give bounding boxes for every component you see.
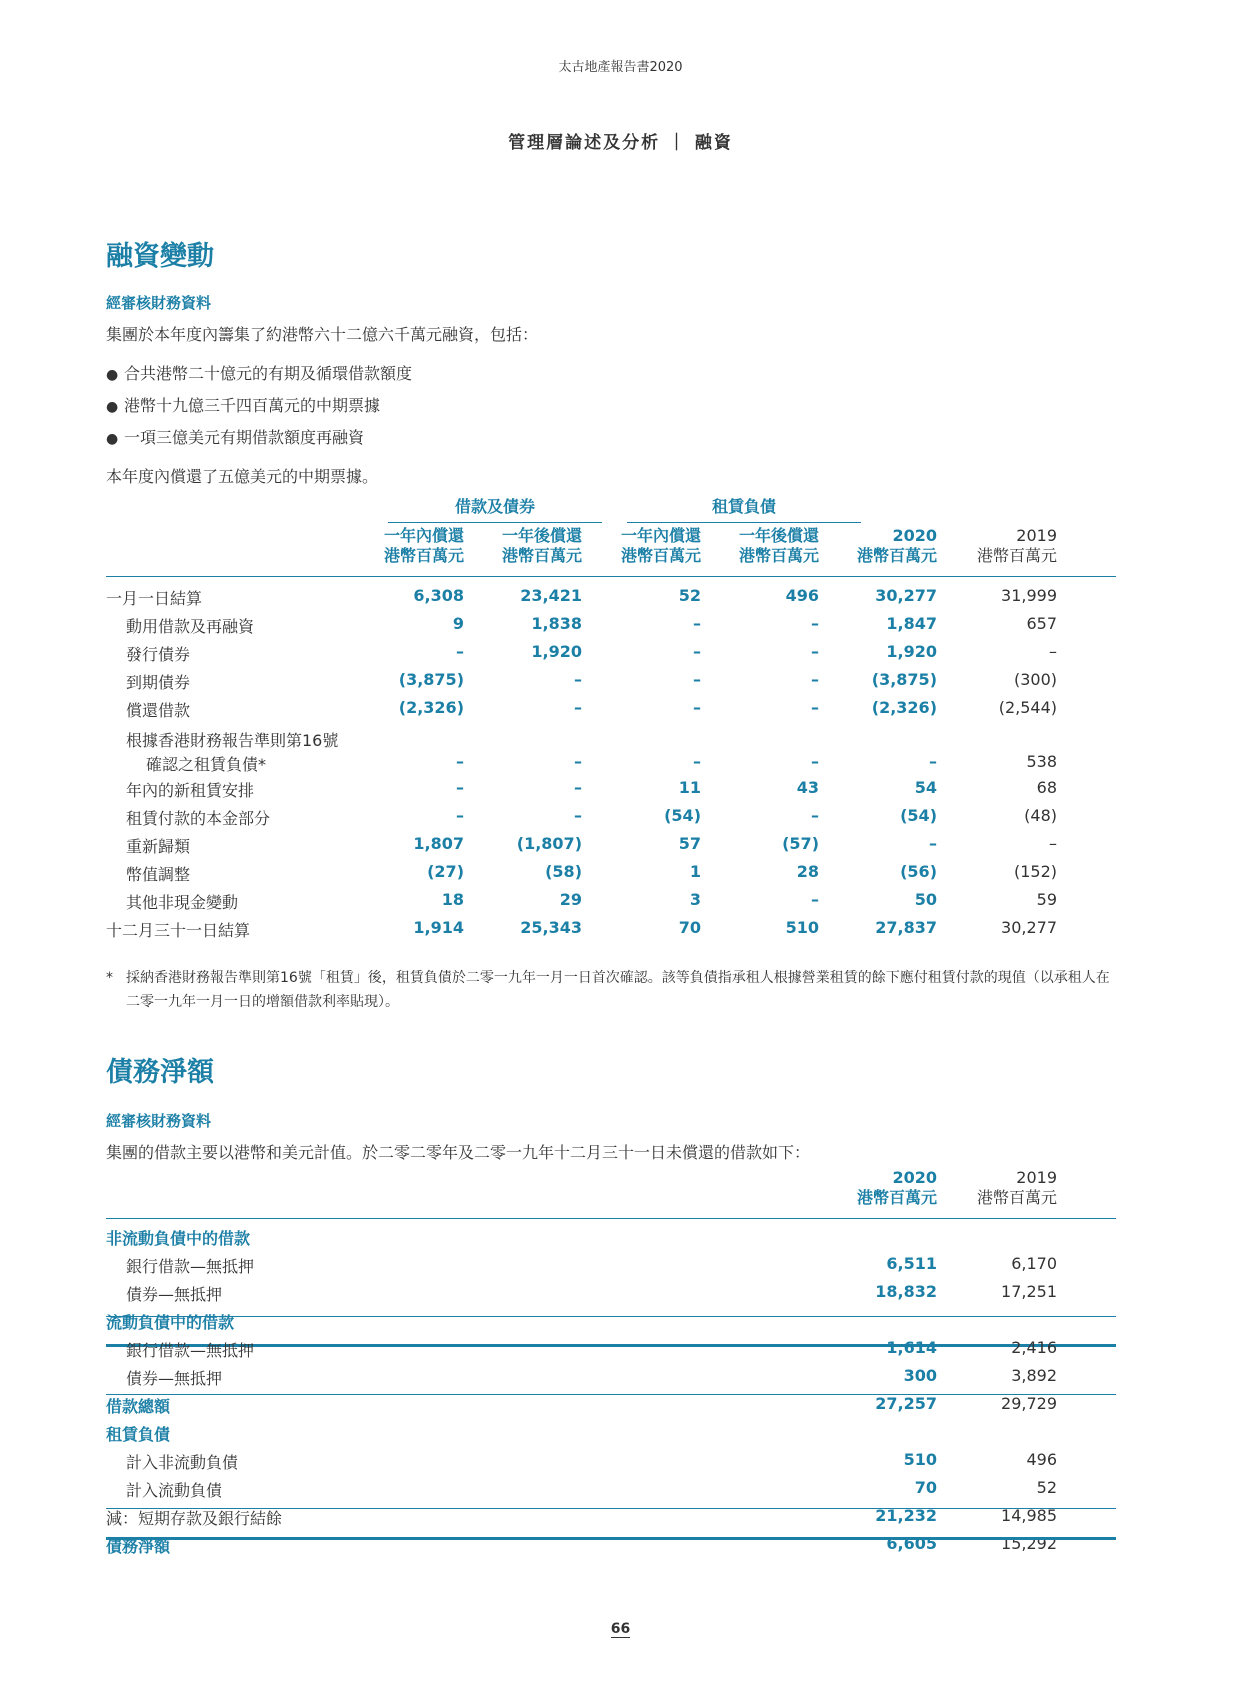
row-label: 租賃付款的本金部分 <box>126 809 271 828</box>
cell-value: (58) <box>545 862 582 881</box>
col-header: 一年後償還 港幣百萬元 <box>501 526 582 565</box>
row-label: 債券—無抵押 <box>126 1285 223 1304</box>
row-label: 年內的新租賃安排 <box>126 781 255 800</box>
cell-value: (57) <box>782 834 819 853</box>
cell-value: 2,416 <box>1011 1338 1057 1357</box>
col-header: 一年內償還 港幣百萬元 <box>383 526 464 565</box>
cell-value: 18,832 <box>875 1282 937 1301</box>
financing-intro: 集團於本年度內籌集了約港幣六十二億六千萬元融資，包括： <box>106 325 539 344</box>
row-label: 銀行借款—無抵押 <box>126 1257 255 1276</box>
cell-value: 1,838 <box>531 614 582 633</box>
row-label: 根據香港財務報告準則第16號 <box>126 731 339 750</box>
cell-value: 29 <box>559 890 582 909</box>
row-label: 動用借款及再融資 <box>126 617 255 636</box>
cell-value: 52 <box>1036 1478 1057 1497</box>
cell-value: – <box>811 890 819 909</box>
row-label: 流動負債中的借款 <box>106 1313 235 1332</box>
cell-value: 6,170 <box>1011 1254 1057 1273</box>
cell-value: – <box>1049 834 1057 853</box>
cell-value: 1 <box>689 862 701 881</box>
cell-value: – <box>693 670 701 689</box>
bullet-item: ● 一項三億美元有期借款額度再融資 <box>106 422 412 454</box>
cell-value: 30,277 <box>1001 918 1057 937</box>
cell-value: – <box>811 806 819 825</box>
row-label: 計入流動負債 <box>126 1481 223 1500</box>
cell-value: 43 <box>796 778 819 797</box>
row-label: 非流動負債中的借款 <box>106 1229 251 1248</box>
footnote: * 採納香港財務報告準則第16號「租賃」後，租賃負債於二零一九年一月一日首次確認。該等負債指承租人根據營業租賃的餘下應付租賃付款的現值（以承租人在二零一九年一月一日的增額借款利率貼現）。 <box>106 970 1110 1010</box>
financing-subheading: 經審核財務資料 <box>106 294 212 312</box>
cell-value: (27) <box>427 862 464 881</box>
bullet-item: ● 合共港幣二十億元的有期及循環借款額度 <box>106 358 412 390</box>
cell-value: (152) <box>1013 862 1057 881</box>
cell-value: – <box>574 698 582 717</box>
cell-value: (54) <box>900 806 937 825</box>
row-label: 債務淨額 <box>106 1537 171 1556</box>
cell-value: 54 <box>914 778 937 797</box>
cell-value: 11 <box>678 778 701 797</box>
col-header: 2019 港幣百萬元 <box>976 1168 1057 1207</box>
bullet-item: ● 港幣十九億三千四百萬元的中期票據 <box>106 390 412 422</box>
cell-value: 1,807 <box>413 834 464 853</box>
cell-value: 6,308 <box>413 586 464 605</box>
cell-value: 52 <box>678 586 701 605</box>
cell-value: – <box>456 642 464 661</box>
cell-value: 9 <box>452 614 464 633</box>
row-label: 租賃負債 <box>106 1425 171 1444</box>
cell-value: – <box>574 806 582 825</box>
cell-value: – <box>811 614 819 633</box>
report-title: 太古地產報告書2020 <box>558 60 683 75</box>
cell-value: 27,837 <box>875 918 937 937</box>
group-header-lease: 租賃負債 <box>627 494 861 523</box>
cell-value: 57 <box>678 834 701 853</box>
cell-value: 1,847 <box>886 614 937 633</box>
cell-value: – <box>574 752 582 771</box>
cell-value: 14,985 <box>1001 1506 1057 1525</box>
table-rule <box>106 1218 1116 1219</box>
cell-value: 1,914 <box>413 918 464 937</box>
cell-value: 300 <box>903 1366 937 1385</box>
cell-value: 18 <box>441 890 464 909</box>
cell-value: 3,892 <box>1011 1366 1057 1385</box>
cell-value: 1,920 <box>886 642 937 661</box>
cell-value: (3,875) <box>398 670 464 689</box>
group-header-borrowings: 借款及債券 <box>388 494 602 523</box>
cell-value: – <box>456 752 464 771</box>
row-label: 債券—無抵押 <box>126 1369 223 1388</box>
cell-value: 6,511 <box>886 1254 937 1273</box>
cell-value: 29,729 <box>1001 1394 1057 1413</box>
cell-value: 510 <box>785 918 819 937</box>
bullet-dot-icon: ● <box>106 399 119 415</box>
table-rule <box>106 576 1116 577</box>
row-label: 到期債券 <box>126 673 191 692</box>
cell-value: 70 <box>914 1478 937 1497</box>
cell-value: – <box>811 670 819 689</box>
row-label: 重新歸類 <box>126 837 191 856</box>
col-header: 2020 港幣百萬元 <box>856 1168 937 1207</box>
repaid-note: 本年度內償還了五億美元的中期票據。 <box>106 467 379 486</box>
cell-value: – <box>574 778 582 797</box>
cell-value: (300) <box>1013 670 1057 689</box>
cell-value: – <box>693 614 701 633</box>
col-header: 一年後償還 港幣百萬元 <box>738 526 819 565</box>
net-debt-intro: 集團的借款主要以港幣和美元計值。於二零二零年及二零一九年十二月三十一日未償還的借款如下： <box>106 1143 811 1162</box>
cell-value: 59 <box>1036 890 1057 909</box>
net-debt-subheading: 經審核財務資料 <box>106 1112 212 1130</box>
col-header: 2019 港幣百萬元 <box>976 526 1057 565</box>
row-label: 銀行借款—無抵押 <box>126 1341 255 1360</box>
cell-value: – <box>693 642 701 661</box>
cell-value: – <box>929 752 937 771</box>
cell-value: – <box>811 642 819 661</box>
cell-value: (2,544) <box>998 698 1057 717</box>
row-label: 幣值調整 <box>126 865 191 884</box>
cell-value: 30,277 <box>875 586 937 605</box>
financing-bullets <box>106 358 412 454</box>
cell-value: 28 <box>796 862 819 881</box>
row-label: 借款總額 <box>106 1397 171 1416</box>
cell-value: 50 <box>914 890 937 909</box>
cell-value: (54) <box>664 806 701 825</box>
cell-value: – <box>574 670 582 689</box>
cell-value: 657 <box>1026 614 1057 633</box>
table-rule <box>106 1316 1116 1317</box>
table-rule <box>106 1394 1116 1395</box>
row-label: 償還借款 <box>126 701 191 720</box>
cell-value: – <box>456 778 464 797</box>
bullet-dot-icon: ● <box>106 431 119 447</box>
cell-value: – <box>811 752 819 771</box>
row-label: 一月一日結算 <box>106 589 203 608</box>
cell-value: – <box>456 806 464 825</box>
row-label: 其他非現金變動 <box>126 893 239 912</box>
section-title: 管理層論述及分析 ｜ 融資 <box>508 133 733 153</box>
cell-value: 1,614 <box>886 1338 937 1357</box>
cell-value: 510 <box>903 1450 937 1469</box>
cell-value: 3 <box>689 890 701 909</box>
row-label: 計入非流動負債 <box>126 1453 239 1472</box>
cell-value: 70 <box>678 918 701 937</box>
cell-value: – <box>811 698 819 717</box>
cell-value: 496 <box>785 586 819 605</box>
table-rule-bottom <box>106 1537 1116 1540</box>
bullet-dot-icon: ● <box>106 367 119 383</box>
cell-value: 68 <box>1036 778 1057 797</box>
financing-heading: 融資變動 <box>106 241 214 272</box>
cell-value: (2,326) <box>398 698 464 717</box>
cell-value: – <box>693 752 701 771</box>
row-label: 減：短期存款及銀行結餘 <box>106 1509 283 1528</box>
table-rule <box>106 1508 1116 1509</box>
cell-value: 31,999 <box>1001 586 1057 605</box>
cell-value: – <box>929 834 937 853</box>
cell-value: – <box>693 698 701 717</box>
cell-value: 538 <box>1026 752 1057 771</box>
cell-value: (3,875) <box>871 670 937 689</box>
cell-value: – <box>1049 642 1057 661</box>
cell-value: (2,326) <box>871 698 937 717</box>
cell-value: 496 <box>1026 1450 1057 1469</box>
cell-value: 27,257 <box>875 1394 937 1413</box>
cell-value: 15,292 <box>1001 1534 1057 1553</box>
cell-value: (56) <box>900 862 937 881</box>
cell-value: 1,920 <box>531 642 582 661</box>
cell-value: 25,343 <box>520 918 582 937</box>
net-debt-heading: 債務淨額 <box>106 1057 214 1088</box>
cell-value: 21,232 <box>875 1506 937 1525</box>
col-header: 2020 港幣百萬元 <box>856 526 937 565</box>
col-header: 一年內償還 港幣百萬元 <box>620 526 701 565</box>
page-number: 66 <box>610 1621 631 1637</box>
cell-value: 23,421 <box>520 586 582 605</box>
row-label: 十二月三十一日結算 <box>106 921 251 940</box>
cell-value: 17,251 <box>1001 1282 1057 1301</box>
cell-value: (48) <box>1024 806 1057 825</box>
cell-value: 6,605 <box>886 1534 937 1553</box>
row-label: 發行債券 <box>126 645 191 664</box>
cell-value: (1,807) <box>516 834 582 853</box>
row-label-cont: 確認之租賃負債* <box>146 755 267 774</box>
